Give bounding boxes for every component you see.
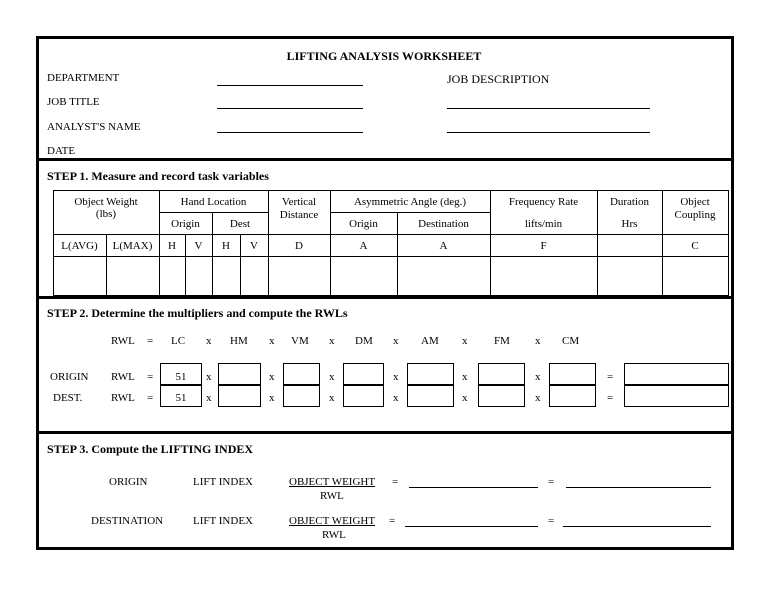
dest-cm-box[interactable] [549, 385, 596, 407]
sub-d: D [295, 240, 303, 252]
col-asym: Asymmetric Angle (deg.) [353, 196, 467, 208]
entry-d[interactable] [269, 257, 330, 295]
dest-hm-box[interactable] [218, 385, 261, 407]
origin-am-box[interactable] [407, 363, 454, 385]
dest-times-2: x [269, 392, 275, 404]
li-origin-eq-2: = [548, 476, 555, 488]
origin-rwl-result-box[interactable] [624, 363, 729, 385]
col-asym-destination: Destination [418, 218, 469, 230]
li-destination-ratio-field[interactable] [405, 526, 538, 527]
li-origin-denominator: RWL [320, 490, 344, 502]
sub-lavg: L(AVG) [61, 240, 98, 252]
li-origin-eq-1: = [392, 476, 399, 488]
sub-v-dest: V [250, 240, 258, 252]
origin-times-5: x [462, 371, 468, 383]
step3-heading: STEP 3. Compute the LIFTING INDEX [47, 442, 254, 456]
date-label: DATE [47, 145, 76, 157]
origin-result-eq: = [607, 371, 614, 383]
entry-lavg[interactable] [54, 257, 106, 295]
origin-hm-box[interactable] [218, 363, 261, 385]
entry-f[interactable] [491, 257, 597, 295]
entry-lmax[interactable] [107, 257, 159, 295]
rwl-dest-label: DEST. [53, 392, 83, 404]
entry-a-origin[interactable] [331, 257, 397, 295]
dest-times-3: x [329, 392, 335, 404]
dest-fm-box[interactable] [478, 385, 525, 407]
sub-a-origin: A [359, 240, 368, 252]
col-object-weight-unit: (lbs) [95, 208, 117, 220]
origin-times-1: x [206, 371, 212, 383]
col-frequency: Frequency Rate [508, 196, 579, 208]
li-origin-lift-index: LIFT INDEX [193, 476, 253, 488]
rwl-dest-eq: = [147, 392, 154, 404]
dest-times-6: x [535, 392, 541, 404]
li-destination-label: DESTINATION [91, 515, 164, 527]
li-origin-result-field[interactable] [566, 487, 711, 488]
analyst-name-field[interactable] [217, 132, 363, 133]
li-destination-denominator: RWL [322, 529, 346, 541]
origin-dm-box[interactable] [343, 363, 384, 385]
col-object-weight: Object Weight [74, 196, 138, 208]
section-divider-step1 [36, 158, 734, 161]
step1-heading: STEP 1. Measure and record task variables [47, 169, 269, 183]
rwl-origin-eq: = [147, 371, 154, 383]
step2-heading: STEP 2. Determine the multipliers and compute the RWLs [47, 306, 348, 320]
origin-lc-value: 51 [175, 371, 187, 383]
li-destination-eq-2: = [548, 515, 555, 527]
col-asym-origin: Origin [349, 218, 378, 230]
dest-dm-box[interactable] [343, 385, 384, 407]
origin-times-3: x [329, 371, 335, 383]
origin-times-4: x [393, 371, 399, 383]
dest-lc-value: 51 [175, 392, 187, 404]
li-origin-label: ORIGIN [109, 476, 148, 488]
li-destination-lift-index: LIFT INDEX [193, 515, 253, 527]
rwl-origin-label: ORIGIN [50, 371, 89, 383]
origin-fm-box[interactable] [478, 363, 525, 385]
origin-cm-box[interactable] [549, 363, 596, 385]
li-destination-eq-1: = [389, 515, 396, 527]
rwl-origin-rwl: RWL [111, 371, 135, 383]
entry-a-destination[interactable] [398, 257, 490, 295]
dest-result-eq: = [607, 392, 614, 404]
origin-times-2: x [269, 371, 275, 383]
job-description-field-2[interactable] [447, 132, 650, 133]
department-field[interactable] [217, 85, 363, 86]
entry-h-origin[interactable] [160, 257, 185, 295]
entry-v-origin[interactable] [186, 257, 212, 295]
rwl-dest-rwl: RWL [111, 392, 135, 404]
sub-v-origin: V [194, 240, 203, 252]
dest-times-4: x [393, 392, 399, 404]
entry-v-dest[interactable] [241, 257, 268, 295]
dest-times-5: x [462, 392, 468, 404]
entry-h-dest[interactable] [213, 257, 240, 295]
col-duration-unit: Hrs [621, 218, 638, 230]
entry-c[interactable] [663, 257, 728, 295]
dest-am-box[interactable] [407, 385, 454, 407]
col-hand-dest: Dest [229, 218, 251, 230]
li-destination-result-field[interactable] [563, 526, 711, 527]
origin-vm-box[interactable] [283, 363, 320, 385]
analyst-name-label: ANALYST'S NAME [47, 121, 141, 133]
job-description-label: JOB DESCRIPTION [447, 72, 550, 86]
dest-vm-box[interactable] [283, 385, 320, 407]
col-coupling-1: Object [680, 196, 710, 208]
dest-rwl-result-box[interactable] [624, 385, 729, 407]
job-description-field-1[interactable] [447, 108, 650, 109]
dest-times-1: x [206, 392, 212, 404]
sub-a-destination: A [439, 240, 448, 252]
col-frequency-unit: lifts/min [524, 218, 563, 230]
col-duration: Duration [609, 196, 650, 208]
origin-times-6: x [535, 371, 541, 383]
sub-lmax: L(MAX) [112, 240, 153, 252]
page-title: LIFTING ANALYSIS WORKSHEET [286, 49, 482, 63]
col-hand-origin: Origin [171, 218, 200, 230]
col-hand-location: Hand Location [180, 196, 247, 208]
job-title-label: JOB TITLE [47, 96, 100, 108]
li-origin-ratio-field[interactable] [409, 487, 538, 488]
li-destination-numerator: OBJECT WEIGHT [289, 515, 376, 527]
sub-c: C [691, 240, 699, 252]
job-title-field[interactable] [217, 108, 363, 109]
col-coupling-2: Coupling [674, 209, 716, 221]
sub-h-dest: H [222, 240, 230, 252]
section-divider-step2 [36, 296, 734, 299]
entry-duration[interactable] [598, 257, 662, 295]
sub-h-origin: H [168, 240, 176, 252]
li-origin-numerator: OBJECT WEIGHT [289, 476, 376, 488]
col-distance: Distance [279, 209, 319, 221]
col-vertical: Vertical [281, 196, 317, 208]
department-label: DEPARTMENT [47, 72, 120, 84]
sub-f: F [540, 240, 547, 252]
section-divider-step3 [36, 431, 734, 434]
